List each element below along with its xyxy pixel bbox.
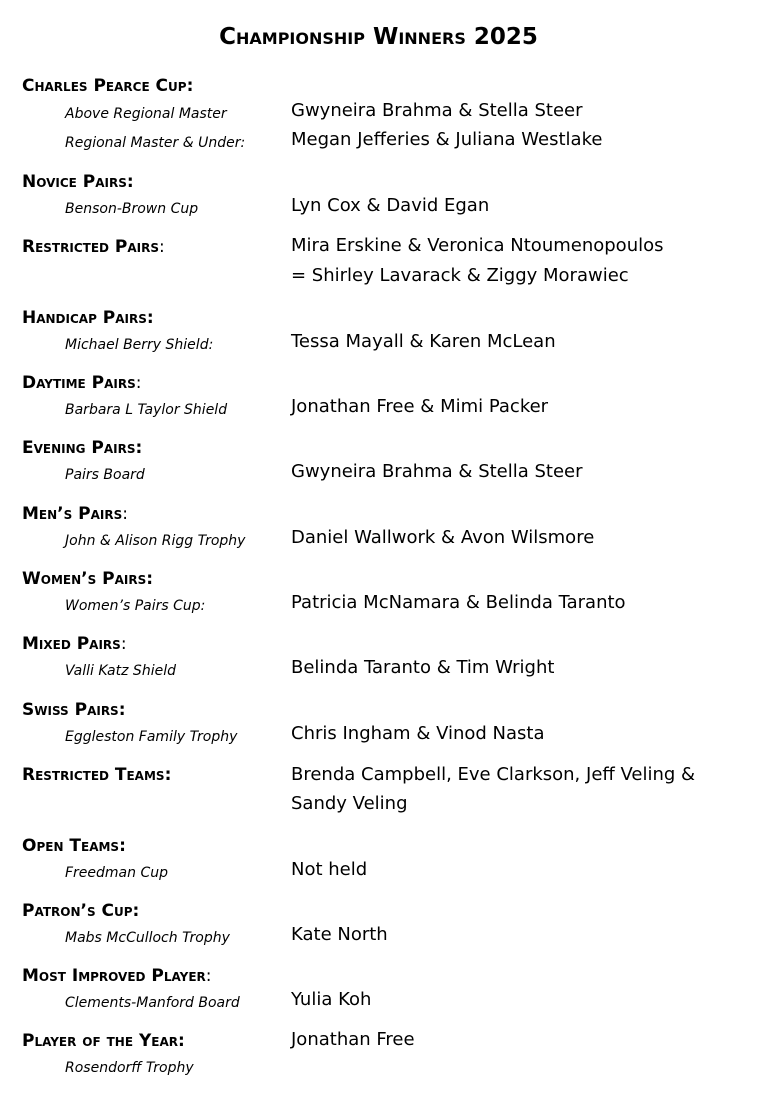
- winner-daytime-pairs: Jonathan Free & Mimi Packer: [291, 396, 549, 417]
- category-restricted-pairs: Restricted Pairs:: [22, 237, 165, 257]
- trophy-rosendorff: Rosendorff Trophy: [65, 1060, 194, 1076]
- category-most-improved-player: Most Improved Player:: [22, 966, 212, 986]
- winner-evening-pairs: Gwyneira Brahma & Stella Steer: [291, 461, 583, 482]
- trophy-michael-berry-shield: Michael Berry Shield:: [65, 337, 214, 353]
- category-swiss-pairs: Swiss Pairs:: [22, 700, 126, 720]
- trophy-above-regional-master: Above Regional Master: [65, 106, 227, 122]
- winner-player-of-the-year: Jonathan Free: [291, 1029, 415, 1050]
- category-charles-pearce-cup: Charles Pearce Cup:: [22, 76, 194, 96]
- trophy-eggleston-family: Eggleston Family Trophy: [65, 729, 238, 745]
- trophy-freedman-cup: Freedman Cup: [65, 865, 168, 881]
- category-evening-pairs: Evening Pairs:: [22, 438, 143, 458]
- trophy-benson-brown-cup: Benson-Brown Cup: [65, 201, 199, 217]
- winner-womens-pairs: Patricia McNamara & Belinda Taranto: [291, 592, 626, 613]
- category-daytime-pairs: Daytime Pairs:: [22, 373, 142, 393]
- trophy-regional-master-under: Regional Master & Under:: [65, 135, 246, 151]
- trophy-clements-manford: Clements-Manford Board: [65, 995, 240, 1011]
- category-player-of-the-year: Player of the Year:: [22, 1031, 185, 1051]
- category-patrons-cup: Patron’s Cup:: [22, 901, 140, 921]
- winner-restricted-pairs-equal: = Shirley Lavarack & Ziggy Morawiec: [291, 265, 629, 286]
- trophy-womens-pairs-cup: Women’s Pairs Cup:: [65, 598, 206, 614]
- trophy-mabs-mcculloch: Mabs McCulloch Trophy: [65, 930, 230, 946]
- winner-restricted-teams: Brenda Campbell, Eve Clarkson, Jeff Veling & Sandy Veling: [291, 764, 696, 814]
- winner-mens-pairs: Daniel Wallwork & Avon Wilsmore: [291, 527, 595, 548]
- category-novice-pairs: Novice Pairs:: [22, 172, 134, 192]
- category-restricted-teams: Restricted Teams:: [22, 765, 172, 785]
- category-handicap-pairs: Handicap Pairs:: [22, 308, 154, 328]
- winner-above-regional-master: Gwyneira Brahma & Stella Steer: [291, 100, 583, 121]
- category-mens-pairs: Men’s Pairs:: [22, 504, 129, 524]
- category-mixed-pairs: Mixed Pairs:: [22, 634, 127, 654]
- winner-open-teams: Not held: [291, 859, 368, 880]
- category-womens-pairs: Women’s Pairs:: [22, 569, 154, 589]
- winner-swiss-pairs: Chris Ingham & Vinod Nasta: [291, 723, 545, 744]
- winner-patrons-cup: Kate North: [291, 924, 388, 945]
- winner-handicap-pairs: Tessa Mayall & Karen McLean: [291, 331, 556, 352]
- winner-regional-master-under: Megan Jefferies & Juliana Westlake: [291, 129, 603, 150]
- page-title: Championship Winners 2025: [219, 24, 538, 50]
- trophy-john-alison-rigg: John & Alison Rigg Trophy: [65, 533, 246, 549]
- category-open-teams: Open Teams:: [22, 836, 126, 856]
- winner-most-improved-player: Yulia Koh: [291, 989, 372, 1010]
- trophy-barbara-l-taylor-shield: Barbara L Taylor Shield: [65, 402, 228, 418]
- winner-mixed-pairs: Belinda Taranto & Tim Wright: [291, 657, 555, 678]
- winner-novice-pairs: Lyn Cox & David Egan: [291, 195, 490, 216]
- trophy-pairs-board: Pairs Board: [65, 467, 145, 483]
- winner-restricted-pairs: Mira Erskine & Veronica Ntoumenopoulos: [291, 235, 664, 256]
- trophy-valli-katz-shield: Valli Katz Shield: [65, 663, 176, 679]
